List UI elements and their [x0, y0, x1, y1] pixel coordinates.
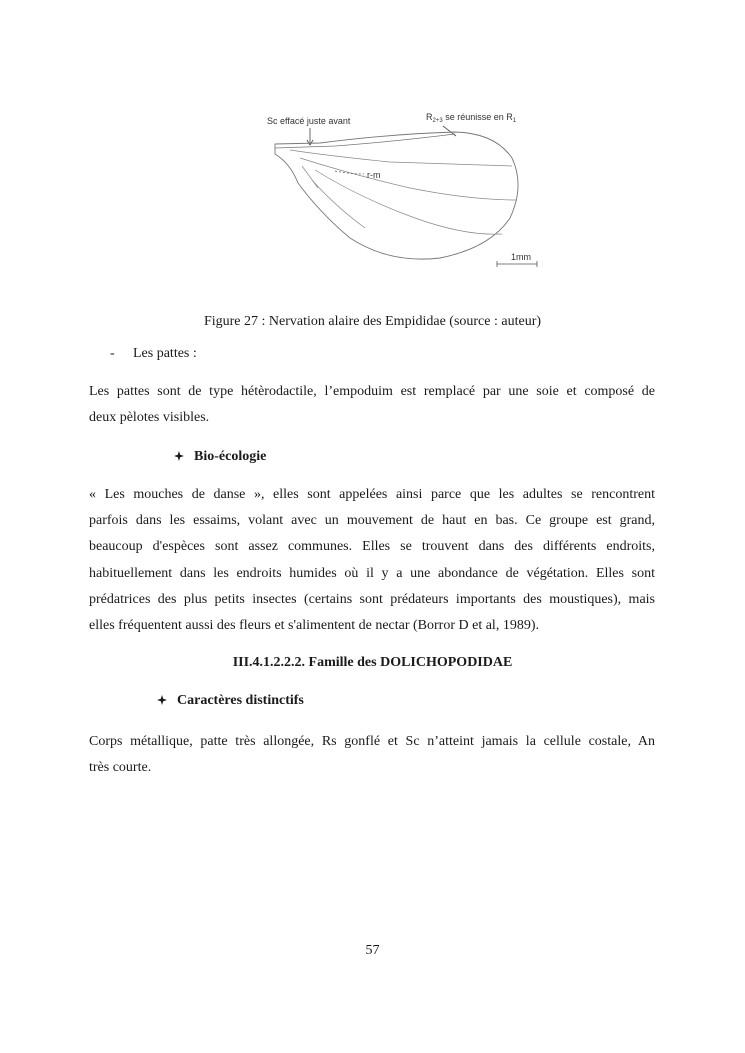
text-line: beaucoup d'espèces sont assez communes. Elles se trouvent dans des différents endroits,	[89, 539, 655, 555]
label-r23: $R_{2+3}$ se réunisse en $R_1$	[426, 112, 517, 124]
figure-caption: Figure 27 : Nervation alaire des Empididae (source : auteur)	[203, 314, 542, 329]
text-line: habituellement dans les endroits humides où il y a une abondance de végétation. Elles sont	[89, 565, 655, 581]
wing-venation-figure	[240, 88, 545, 293]
diamond-bullet-icon	[157, 695, 167, 705]
heading-caracteres-distinctifs	[157, 693, 304, 709]
wing-outline	[275, 132, 518, 259]
text-line: Corps métallique, patte très allongée, Rs gonflé et Sc n’atteint jamais la cellule costale, An	[89, 734, 655, 749]
paragraph-corps	[89, 729, 655, 781]
text-line: prédatrices des plus petits insectes (certains sont prédateurs importants des moustiques), mais	[89, 591, 655, 607]
text-line: elles fréquentent aussi des fleurs et s'alimentent de nectar (Borror D et al, 1989).	[89, 618, 539, 634]
label-sc: Sc effacé juste avant	[267, 116, 351, 126]
heading-bio-ecologie	[174, 449, 266, 465]
label-rm: r-m	[367, 170, 381, 180]
heading-caracteres-text: Caractères distinctifs	[177, 693, 304, 708]
text-line: Les pattes sont de type hétèrodactile, l’empoduim est remplacé par une soie et composé de	[89, 384, 655, 399]
bullet-pattes-label: Les pattes :	[133, 346, 197, 361]
scale-label: 1mm	[511, 252, 531, 262]
text-line: très courte.	[89, 760, 152, 776]
heading-family-dolichopodidae: III.4.1.2.2.2. Famille des DOLICHOPODIDAE	[232, 655, 513, 670]
text-line: « Les mouches de danse », elles sont appelées ainsi parce que les adultes se rencontrent	[89, 487, 655, 502]
paragraph-pattes	[89, 379, 655, 431]
page-number: 57	[365, 943, 380, 958]
diamond-bullet-icon	[174, 451, 184, 461]
paragraph-bio-ecologie	[89, 482, 655, 639]
wing-drawing	[240, 88, 545, 293]
heading-bio-text: Bio-écologie	[194, 449, 267, 464]
text-line: deux pèlotes visibles.	[89, 410, 210, 426]
bullet-pattes	[110, 346, 197, 362]
dash-marker: -	[110, 346, 115, 361]
text-line: parfois dans les essaims, volant avec un mouvement de haut en bas. Ce groupe est grand,	[89, 513, 655, 529]
